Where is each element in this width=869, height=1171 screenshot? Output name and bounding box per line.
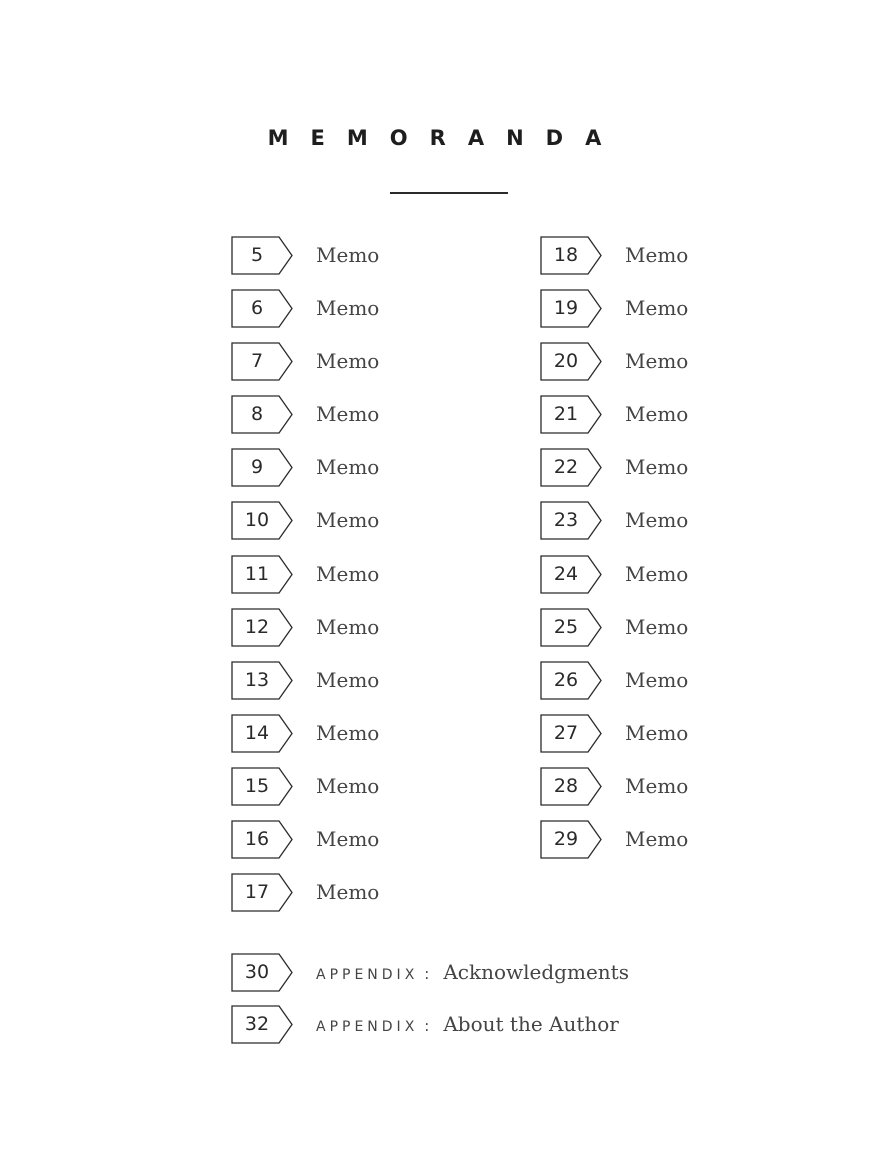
entry-label: Memo bbox=[316, 455, 380, 480]
appendix-separator: : bbox=[424, 965, 430, 983]
entry-label: Memo bbox=[316, 614, 380, 639]
page-number: 19 bbox=[553, 297, 579, 320]
toc-entry[interactable] bbox=[231, 289, 379, 342]
page-title: MEMORANDA bbox=[267, 126, 624, 150]
page-number: 17 bbox=[244, 881, 270, 904]
toc-entry[interactable] bbox=[540, 661, 688, 714]
page-tab bbox=[231, 953, 294, 992]
page-tab bbox=[540, 714, 603, 753]
appendix-title: About the Author bbox=[443, 1012, 619, 1036]
page-number: 15 bbox=[244, 774, 270, 797]
page-number: 22 bbox=[553, 456, 579, 479]
entry-label: Memo bbox=[316, 827, 380, 852]
page-tab bbox=[231, 555, 294, 594]
entry-label: Memo bbox=[316, 402, 380, 427]
toc-entry[interactable] bbox=[540, 342, 688, 395]
title-rule bbox=[390, 192, 508, 194]
page-tab bbox=[540, 661, 603, 700]
toc-entry[interactable] bbox=[540, 395, 688, 448]
entry-label: Memo bbox=[625, 667, 689, 692]
entry-label: Memo bbox=[316, 243, 380, 267]
toc-entry[interactable] bbox=[540, 714, 688, 767]
toc-entry[interactable] bbox=[231, 236, 379, 289]
toc-entry[interactable] bbox=[231, 661, 379, 714]
page-tab bbox=[540, 236, 603, 275]
page-number: 27 bbox=[553, 721, 579, 744]
entry-label: Memo bbox=[316, 349, 380, 374]
entry-label: Memo bbox=[625, 508, 689, 533]
appendix-entry[interactable] bbox=[231, 1005, 629, 1057]
appendix-label bbox=[316, 953, 629, 995]
page-tab bbox=[231, 236, 294, 275]
appendix-list bbox=[231, 953, 629, 1057]
entry-label: Memo bbox=[625, 243, 689, 267]
page-tab bbox=[231, 448, 294, 487]
page-number: 32 bbox=[244, 1013, 270, 1035]
entry-label: Memo bbox=[625, 720, 689, 745]
page-number: 21 bbox=[553, 403, 579, 426]
page-tab bbox=[540, 820, 603, 859]
appendix-entry[interactable] bbox=[231, 953, 629, 1005]
page-tab bbox=[540, 289, 603, 328]
page-tab bbox=[231, 608, 294, 647]
toc-entry[interactable] bbox=[540, 236, 688, 289]
page-number: 20 bbox=[553, 350, 579, 373]
page-number: 7 bbox=[250, 350, 264, 373]
entry-label: Memo bbox=[625, 614, 689, 639]
page-number: 29 bbox=[553, 828, 579, 851]
page-tab bbox=[231, 661, 294, 700]
page-number: 10 bbox=[244, 509, 270, 532]
toc-entry[interactable] bbox=[231, 820, 379, 873]
entry-label: Memo bbox=[625, 455, 689, 480]
entry-label: Memo bbox=[316, 880, 380, 905]
page-number: 12 bbox=[244, 615, 270, 638]
page-number: 26 bbox=[553, 668, 579, 691]
page-tab bbox=[231, 342, 294, 381]
toc-entry[interactable] bbox=[540, 448, 688, 501]
toc-entry[interactable] bbox=[231, 395, 379, 448]
page-number: 14 bbox=[244, 721, 270, 744]
page-tab bbox=[540, 608, 603, 647]
toc-entry[interactable] bbox=[231, 555, 379, 608]
page-number: 8 bbox=[250, 403, 264, 426]
toc-entry[interactable] bbox=[231, 714, 379, 767]
page-number: 13 bbox=[244, 668, 270, 691]
page-tab bbox=[540, 767, 603, 806]
toc-entry[interactable] bbox=[540, 289, 688, 342]
entry-label: Memo bbox=[625, 296, 689, 321]
toc-entry[interactable] bbox=[231, 448, 379, 501]
appendix-kicker: APPENDIX bbox=[316, 1019, 419, 1035]
entry-label: Memo bbox=[316, 667, 380, 692]
appendix-label bbox=[316, 1005, 619, 1047]
entry-label: Memo bbox=[625, 349, 689, 374]
entry-label: Memo bbox=[316, 561, 380, 586]
entry-label: Memo bbox=[316, 773, 380, 798]
memo-list-right bbox=[540, 236, 688, 873]
page-tab bbox=[540, 342, 603, 381]
entry-label: Memo bbox=[625, 773, 689, 798]
entry-label: Memo bbox=[625, 561, 689, 586]
appendix-separator: : bbox=[424, 1017, 430, 1035]
toc-entry[interactable] bbox=[540, 501, 688, 554]
toc-entry[interactable] bbox=[231, 342, 379, 395]
page-number: 9 bbox=[250, 456, 264, 479]
page-tab bbox=[231, 767, 294, 806]
memo-list-left bbox=[231, 236, 379, 926]
page-tab bbox=[231, 395, 294, 434]
page-number: 23 bbox=[553, 509, 579, 532]
entry-label: Memo bbox=[316, 720, 380, 745]
toc-entry[interactable] bbox=[231, 767, 379, 820]
appendix-kicker: APPENDIX bbox=[316, 967, 419, 983]
page-number: 6 bbox=[250, 297, 264, 320]
page-tab bbox=[231, 820, 294, 859]
page-number: 30 bbox=[244, 961, 270, 983]
page-tab bbox=[231, 714, 294, 753]
page-number: 25 bbox=[553, 615, 579, 638]
page-tab bbox=[540, 448, 603, 487]
page-number: 11 bbox=[244, 562, 270, 585]
page-tab bbox=[540, 501, 603, 540]
entry-label: Memo bbox=[316, 508, 380, 533]
toc-entry[interactable] bbox=[540, 555, 688, 608]
page-tab bbox=[231, 289, 294, 328]
entry-label: Memo bbox=[316, 296, 380, 321]
page-number: 28 bbox=[553, 774, 579, 797]
toc-entry[interactable] bbox=[540, 608, 688, 661]
entry-label: Memo bbox=[625, 827, 689, 852]
toc-entry[interactable] bbox=[540, 767, 688, 820]
page-tab bbox=[231, 501, 294, 540]
page-tab bbox=[540, 555, 603, 594]
appendix-title: Acknowledgments bbox=[443, 960, 629, 984]
toc-entry[interactable] bbox=[231, 501, 379, 554]
toc-entry[interactable] bbox=[231, 608, 379, 661]
toc-entry[interactable] bbox=[231, 873, 379, 926]
entry-label: Memo bbox=[625, 402, 689, 427]
page-number: 5 bbox=[250, 244, 264, 266]
page-tab bbox=[540, 395, 603, 434]
page-tab bbox=[231, 873, 294, 912]
page-number: 24 bbox=[553, 562, 579, 585]
toc-entry[interactable] bbox=[540, 820, 688, 873]
page-tab bbox=[231, 1005, 294, 1044]
page-number: 18 bbox=[553, 244, 579, 266]
page-number: 16 bbox=[244, 828, 270, 851]
